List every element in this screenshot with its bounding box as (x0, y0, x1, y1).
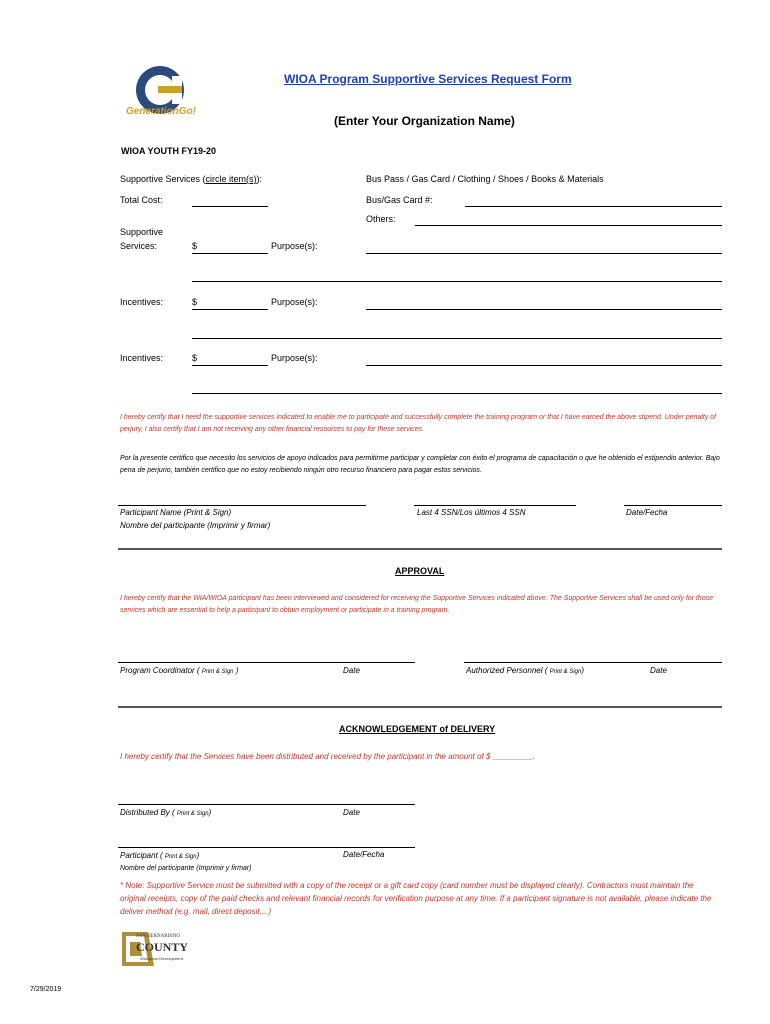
dollar-sign-2: $ (192, 297, 198, 307)
participant-ack-date-label: Date/Fecha (343, 850, 385, 859)
purpose-field-2[interactable] (366, 309, 722, 310)
participant-name-label: Participant Name (Print & Sign) (120, 508, 232, 517)
participant-date-label: Date/Fecha (626, 508, 668, 517)
acknowledgement-heading: ACKNOWLEDGEMENT of DELIVERY (339, 724, 496, 734)
submission-note: * Note: Supportive Service must be submitted with a copy of the receipt or a gift card copy (card number must be displayed clearly). Contractors must maintain the original receipts, copy of the paid checks and relevant financial records for verification purpose at any time. If a participant signature is not available, please indicate the deliver method (e.g. mail, direct deposit,...) (120, 881, 712, 916)
approval-text: I hereby certify that the WIA/WIOA participant has been interviewed and considered for receiving the Supportive Services indicated above. The Supportive Services shall be used only for those services which are essential to help a participant to obtain employment or participate in a training program. (120, 595, 714, 614)
service-options[interactable]: Bus Pass / Gas Card / Clothing / Shoes / Books & Materials (366, 174, 604, 184)
participant-ack-label-es: Nombre del participante (Imprimir y firmar) (120, 865, 252, 872)
bus-gas-card-label: Bus/Gas Card #: (366, 195, 433, 205)
others-label: Others: (366, 214, 396, 224)
org-name-placeholder[interactable]: (Enter Your Organization Name) (334, 114, 515, 128)
total-cost-label: Total Cost: (120, 195, 163, 205)
participant-name-label-es: Nombre del participante (Imprimir y firmar) (120, 521, 271, 530)
approval-heading: APPROVAL (395, 566, 445, 576)
coordinator-signature-line[interactable] (118, 662, 415, 663)
form-title: WIOA Program Supportive Services Request Form (284, 72, 572, 86)
ssn-line[interactable] (414, 505, 576, 506)
supportive-amount-field[interactable] (192, 253, 268, 254)
incentives-amount-field-2[interactable] (192, 365, 268, 366)
county-logo-main: COUNTY (136, 940, 189, 954)
section-divider-1 (118, 548, 722, 550)
county-logo-sub: Workforce Development (140, 956, 183, 961)
incentives-amount-field-1[interactable] (192, 309, 268, 310)
purpose-field-1b[interactable] (192, 281, 722, 282)
supportive-label-1: Supportive (120, 227, 164, 237)
program-year: WIOA YOUTH FY19-20 (121, 146, 217, 156)
total-cost-field[interactable] (192, 206, 268, 207)
authorized-signature-line[interactable] (464, 662, 722, 663)
section-divider-2 (118, 706, 722, 708)
others-field[interactable] (415, 225, 722, 226)
circle-items-label: Supportive Services (circle item(s)): (120, 174, 263, 184)
purpose-label-3: Purpose(s): (271, 353, 318, 363)
purpose-field-3b[interactable] (192, 393, 722, 394)
purpose-field-3[interactable] (366, 365, 722, 366)
coordinator-label: Program Coordinator ( Print & Sign ) (120, 666, 239, 675)
distributed-by-label: Distributed By ( Print & Sign) (120, 808, 212, 817)
supportive-label-2: Services: (120, 241, 158, 251)
incentives-label-1: Incentives: (120, 297, 164, 307)
dollar-sign-1: $ (192, 241, 198, 251)
authorized-label: Authorized Personnel ( Print & Sign) (466, 666, 584, 675)
county-logo (118, 926, 190, 972)
participant-date-line[interactable] (624, 505, 722, 506)
coordinator-date-label: Date (343, 666, 360, 675)
purpose-field-1[interactable] (366, 253, 722, 254)
generation-go-logo (118, 62, 198, 128)
distributed-by-line[interactable] (118, 804, 415, 805)
certification-spanish: Por la presente certifico que necesito los servicios de apoyo indicados para permitirme participar y completar con éxito el programa de capacitación o que he obtenido el estipendio anterior. Bajo pena de perjurio, también certifico que no estoy recibiendo ningún otro recurso financiero para pagar estos servicios. (120, 455, 720, 474)
acknowledgement-text: I hereby certify that the Services have been distributed and received by the participant in the amount of $ _________. (120, 752, 535, 761)
distributed-date-label: Date (343, 808, 360, 817)
dollar-sign-3: $ (192, 353, 198, 363)
logo-text: GenerationGo! (126, 106, 197, 117)
purpose-label-1: Purpose(s): (271, 241, 318, 251)
certification-english: I hereby certify that I need the supportive services indicated to enable me to participate and successfully complete the training program or that I have earned the above stipend. Under penalty of perjury, I also certify that I am not receiving any other financial resources to pay for these services. (120, 414, 717, 433)
ssn-label: Last 4 SSN/Los últimos 4 SSN (417, 508, 526, 517)
purpose-label-2: Purpose(s): (271, 297, 318, 307)
footer-date: 7/29/2019 (30, 986, 62, 993)
purpose-field-2b[interactable] (192, 338, 722, 339)
authorized-date-label: Date (650, 666, 667, 675)
county-logo-top: SAN BERNARDINO (136, 934, 181, 939)
incentives-label-2: Incentives: (120, 353, 164, 363)
participant-ack-label: Participant ( Print & Sign) (120, 851, 200, 860)
participant-signature-line[interactable] (118, 505, 366, 506)
participant-ack-line[interactable] (118, 847, 415, 848)
bus-gas-card-field[interactable] (465, 206, 722, 207)
